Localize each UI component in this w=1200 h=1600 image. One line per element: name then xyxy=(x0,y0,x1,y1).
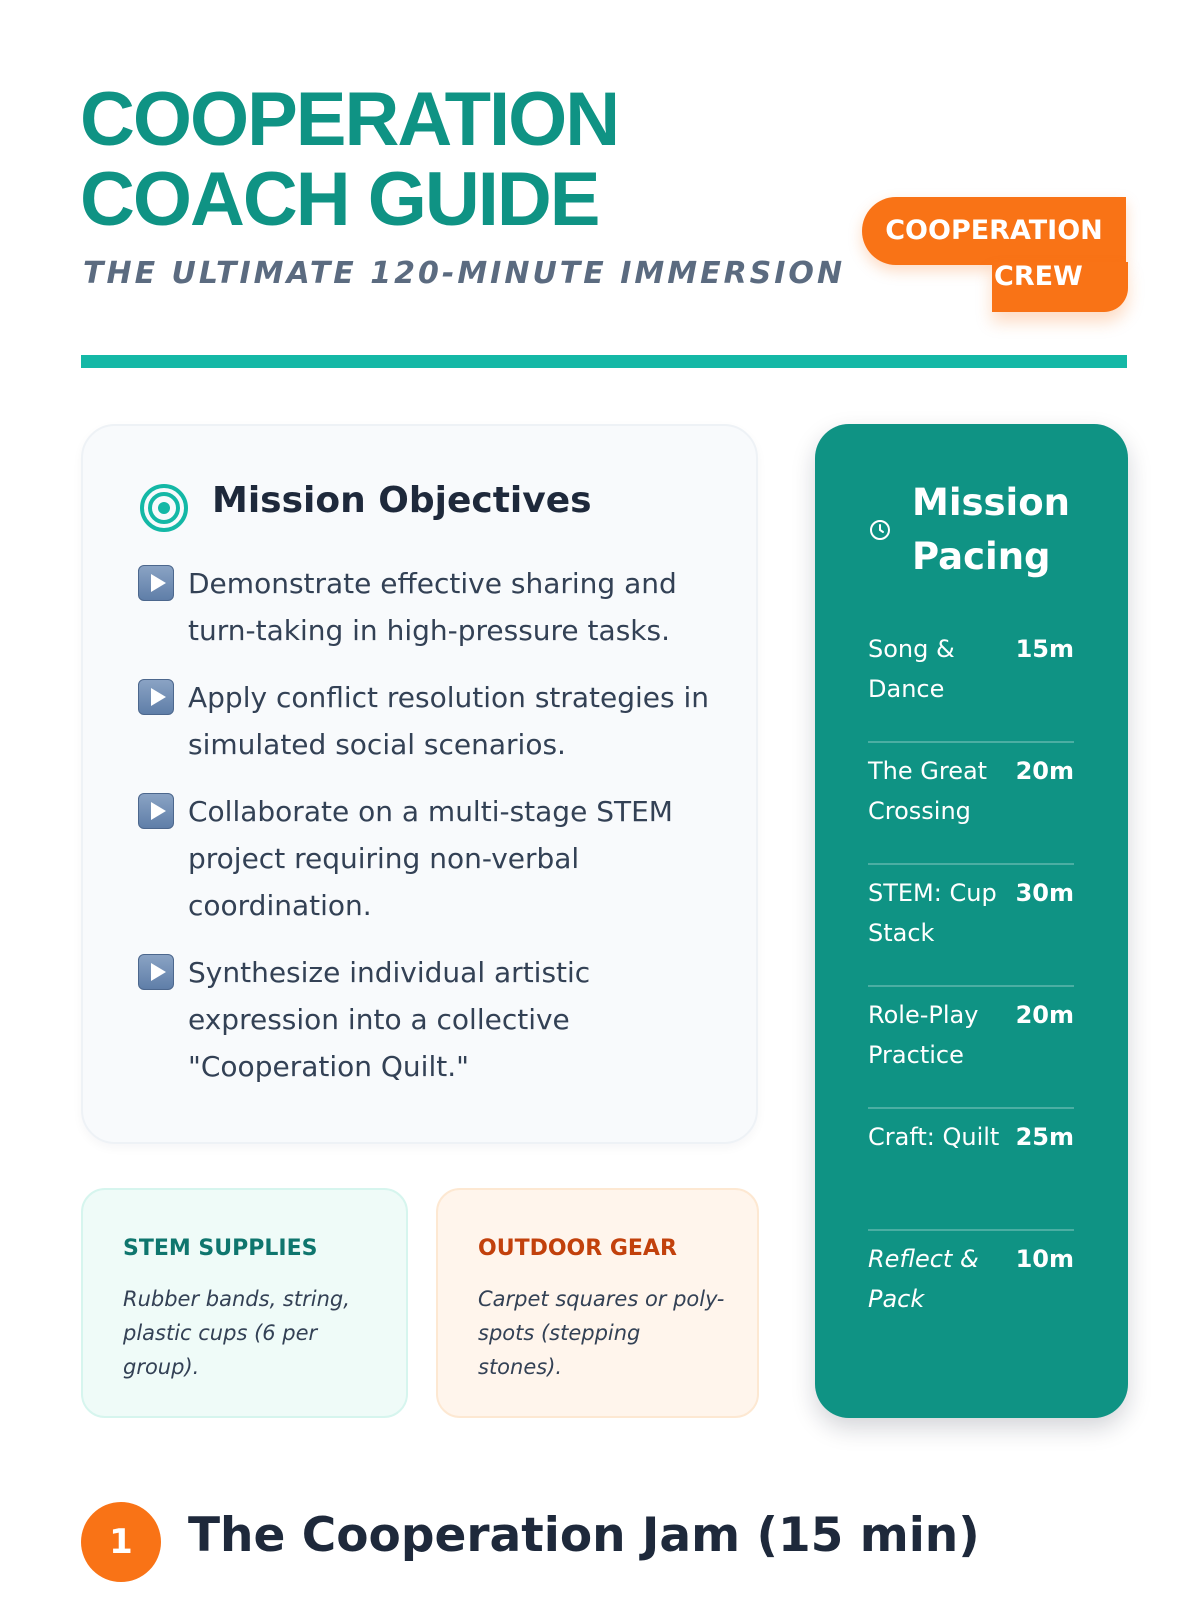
objectives-list xyxy=(138,560,718,1110)
pacing-row xyxy=(868,621,1074,743)
objective-text: Demonstrate effective sharing and turn-taking in high-pressure tasks. xyxy=(188,567,677,647)
stem-supplies-text: Rubber bands, string, plastic cups (6 per group). xyxy=(123,1287,350,1379)
stem-supplies-card xyxy=(81,1188,408,1418)
objective-text: Apply conflict resolution strategies in simulated social scenarios. xyxy=(188,681,710,761)
stem-supplies-title: STEM SUPPLIES xyxy=(123,1236,318,1261)
pacing-activity: Song & Dance xyxy=(868,635,955,703)
objective-text: Collaborate on a multi-stage STEM project requiring non-verbal coordination. xyxy=(188,795,673,922)
header-divider xyxy=(81,355,1127,368)
pacing-activity: Reflect & Pack xyxy=(868,1245,979,1313)
outdoor-gear-text: Carpet squares or poly-spots (stepping stones). xyxy=(478,1287,725,1379)
outdoor-gear-title: OUTDOOR GEAR xyxy=(478,1236,677,1261)
pacing-activity: The Great Crossing xyxy=(868,757,988,825)
pacing-activity: STEM: Cup Stack xyxy=(868,879,997,947)
section-number-badge: 1 xyxy=(81,1502,161,1582)
pacing-duration: 20m xyxy=(1015,1001,1074,1029)
objective-item xyxy=(138,560,718,654)
pacing-title: Mission Pacing xyxy=(912,481,1070,578)
objective-item xyxy=(138,949,718,1090)
pacing-activity: Role-Play Practice xyxy=(868,1001,979,1069)
pacing-duration: 20m xyxy=(1015,757,1074,785)
title-line-1: COOPERATION xyxy=(80,77,619,162)
crew-badge: COOPERATION xyxy=(862,197,1126,265)
pacing-duration: 15m xyxy=(1015,635,1074,663)
guide-subtitle: THE ULTIMATE 120-MINUTE IMMERSION xyxy=(83,256,846,291)
play-icon xyxy=(138,954,174,990)
pacing-activity: Craft: Quilt xyxy=(868,1123,1000,1151)
pacing-row xyxy=(868,987,1074,1109)
section-title: The Cooperation Jam (15 min) xyxy=(188,1508,980,1563)
play-icon xyxy=(138,793,174,829)
pacing-row xyxy=(868,743,1074,865)
pacing-duration: 10m xyxy=(1015,1245,1074,1273)
pacing-list xyxy=(868,621,1074,1353)
outdoor-gear-card xyxy=(436,1188,759,1418)
guide-title xyxy=(80,77,840,242)
title-line-2: COACH GUIDE xyxy=(80,157,599,242)
pacing-row xyxy=(868,865,1074,987)
objective-item xyxy=(138,788,718,929)
clock-icon xyxy=(868,518,892,542)
pacing-row xyxy=(868,1109,1074,1231)
objectives-title: Mission Objectives xyxy=(212,480,592,521)
play-icon xyxy=(138,679,174,715)
objective-text: Synthesize individual artistic expression into a collective "Cooperation Quilt." xyxy=(188,956,591,1083)
pacing-duration: 25m xyxy=(1015,1123,1074,1151)
pacing-row xyxy=(868,1231,1074,1353)
objective-item xyxy=(138,674,718,768)
pacing-duration: 30m xyxy=(1015,879,1074,907)
play-icon xyxy=(138,565,174,601)
crew-badge-line-2: CREW xyxy=(992,262,1128,312)
target-icon xyxy=(138,482,190,534)
